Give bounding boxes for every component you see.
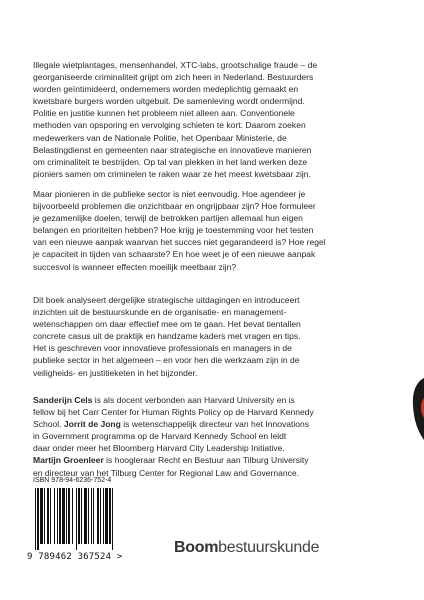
text-line: om criminaliteit te bestrijden. Op tal van plekken in het land werken deze — [33, 156, 308, 167]
barcode-bar — [47, 488, 49, 544]
barcode-bar — [91, 488, 92, 544]
text-line: je gezamenlijke doelen, terwijl de betrokken partijen allemaal hun eigen — [33, 213, 303, 224]
barcode-bar — [97, 488, 99, 544]
barcode-bar — [103, 488, 104, 544]
isbn-number: ISBN 978-94-6236-752-4 — [33, 477, 112, 484]
barcode-bar — [88, 488, 89, 544]
text-line: veiligheids- en justitieketen in het bijzonder. — [33, 367, 198, 378]
text-line: worden geïntimideerd, ondernemers worden medeplichtig gemaakt en — [33, 84, 299, 95]
description-paragraph-1 — [33, 59, 378, 180]
barcode-bar — [66, 488, 67, 544]
barcode-bar — [35, 488, 36, 550]
barcode-bar — [76, 488, 77, 550]
barcode-image — [33, 488, 145, 550]
text-line: concrete casus uit de praktijk en handzame kaders met vragen en tips. — [33, 331, 301, 342]
barcode-bar — [54, 488, 55, 544]
text-line: methoden van opsporing en vervolging schieten te kort. Daarom zoeken — [33, 120, 306, 131]
text-line: wetenschappen om daar effectief mee om te gaan. Het bevat tientallen — [33, 319, 301, 330]
barcode-bar — [50, 488, 51, 544]
bio-line: Martijn Groenleer is hoogleraar Recht en Bestuur aan Tilburg University — [33, 455, 309, 466]
publisher-logo — [174, 539, 319, 557]
bio-line: en directeur van het Tilburg Center for Regional Law and Governance. — [33, 467, 300, 478]
text-line: kwetsbare burgers worden uitgebuit. De samenleving wordt ondermijnd. — [33, 96, 305, 107]
text-line: Dit boek analyseert dergelijke strategische uitdagingen en introduceert — [33, 295, 300, 305]
bio-line: daar onder meer het Bloomberg Harvard City Leadership Initiative. — [33, 443, 285, 454]
bio-line: Sanderijn Cels is als docent verbonden aan Harvard University en is — [33, 395, 295, 405]
barcode-bar — [100, 488, 101, 544]
barcode-bar — [40, 488, 43, 544]
barcode-bar — [109, 488, 111, 544]
text-line: succesvol is wanneer effecten moeilijk meetbaar zijn? — [33, 261, 237, 272]
barcode-bar — [84, 488, 87, 544]
publisher-logo-bold: Boom — [174, 539, 219, 556]
publisher-logo-light: bestuurskunde — [218, 539, 320, 556]
author-name-cels: Sanderijn Cels — [33, 395, 93, 405]
barcode-bar — [44, 488, 45, 544]
text-line: publieke sector in het algemeen – en voor hen die werkzaam zijn in de — [33, 355, 300, 366]
text-line: medewerkers van de Nationale Politie, het Openbaar Ministerie, de — [33, 132, 287, 143]
barcode-bar — [57, 488, 58, 544]
barcode-bar — [81, 488, 82, 544]
barcode-bar — [93, 488, 94, 544]
description-paragraph-3 — [33, 294, 378, 379]
barcode-bar — [72, 488, 73, 544]
barcode-bar — [78, 488, 80, 544]
text-line: van een nieuwe aanpak waarvan het succes niet gegarandeerd is? Hoe regel — [33, 237, 326, 248]
barcode-bar — [112, 488, 113, 550]
text-line: bijvoorbeeld problemen die onzichtbaar en ongrijpbaar zijn? Hoe formuleer — [33, 201, 316, 212]
cover-edge-graphic — [410, 378, 424, 440]
text-line: Het is geschreven voor innovatieve professionals en managers in de — [33, 343, 292, 354]
barcode-bar — [37, 488, 39, 550]
barcode-bar — [68, 488, 70, 544]
text-line: Politie en justitie kunnen het probleem niet alleen aan. Conventionele — [33, 108, 295, 119]
text-line: pioniers samen om criminelen te raken waar ze het meest kwetsbaar zijn. — [33, 168, 311, 179]
text-line: belangen en prioriteiten hebben? Hoe krijg je toestemming voor het testen — [33, 225, 314, 236]
description-paragraph-2 — [33, 188, 378, 273]
text-line: Belastingdienst en gemeenten naar strategische en innovatieve manieren — [33, 144, 312, 155]
author-name-de-jong: Jorrit de Jong — [63, 419, 121, 430]
text-line: inzichten uit de bestuurskunde en de organisatie- en management- — [33, 307, 287, 318]
barcode-bar — [59, 488, 61, 544]
bio-line: School. Jorrit de Jong is wetenschappelijk directeur van het Innovations — [33, 419, 310, 430]
barcode-bar — [62, 488, 65, 544]
text-line: Illegale wietplantages, mensenhandel, XTC-labs, grootschalige fraude – de — [33, 60, 318, 70]
text-line: je capaciteit in tijden van schaarste? En hoe weet je of een nieuwe aanpak — [33, 249, 316, 260]
text-line: georganiseerde criminaliteit grijpt om zich heen in Nederland. Bestuurders — [33, 72, 314, 83]
text-line: Maar pionieren in de publieke sector is niet eenvoudig. Hoe agendeer je — [33, 189, 306, 199]
barcode-digits: 9 789462 367524 > — [27, 552, 123, 562]
bio-line: in Government programma op de Harvard Kennedy School en leidt — [33, 431, 287, 442]
author-bios — [33, 394, 378, 479]
author-name-groenleer: Martijn Groenleer — [33, 455, 104, 466]
bio-line: fellow bij het Carr Center for Human Rights Policy op de Harvard Kennedy — [33, 407, 314, 418]
barcode-bar — [105, 488, 108, 544]
